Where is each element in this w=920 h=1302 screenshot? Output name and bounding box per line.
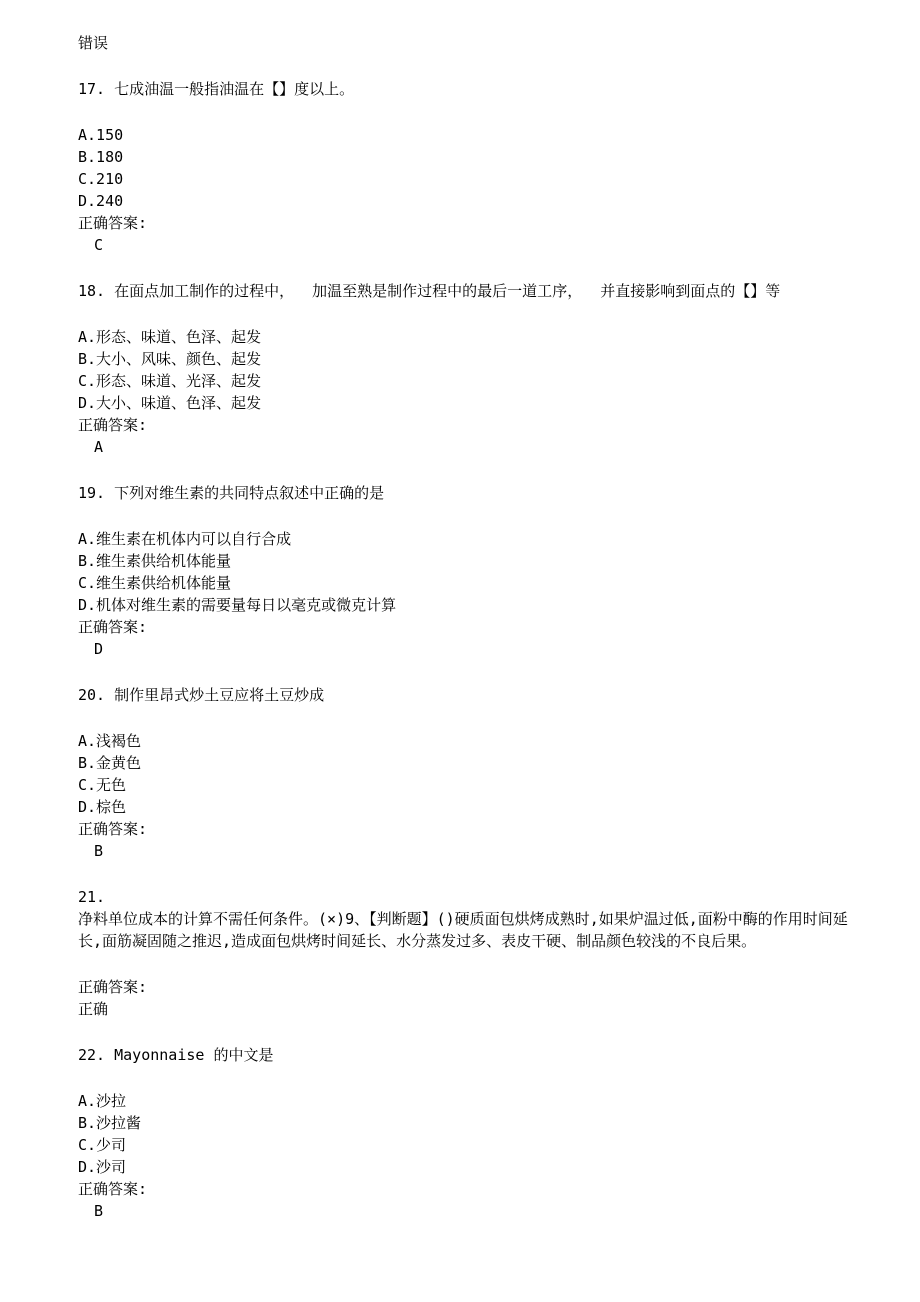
answer-value: A <box>94 438 104 456</box>
answer-label: 正确答案: <box>78 820 148 838</box>
option-c: C.210 <box>78 170 124 188</box>
question-stem: 18. 在面点加工制作的过程中， 加温至熟是制作过程中的最后一道工序， 并直接影响到面点的【】等 <box>78 282 781 300</box>
answer-label: 正确答案: <box>78 214 148 232</box>
question-stem: 22. Mayonnaise 的中文是 <box>78 1046 274 1064</box>
question-stem: 19. 下列对维生素的共同特点叙述中正确的是 <box>78 484 385 502</box>
option-d: D.240 <box>78 192 124 210</box>
answer-value: 正确 <box>78 1000 109 1018</box>
option-b: B.180 <box>78 148 124 166</box>
option-d: D.大小、味道、色泽、起发 <box>78 394 262 412</box>
option-c: C.无色 <box>78 776 127 794</box>
question-22 <box>78 1044 848 1222</box>
option-d: D.机体对维生素的需要量每日以毫克或微克计算 <box>78 596 397 614</box>
option-a: A.150 <box>78 126 124 144</box>
option-a: A.维生素在机体内可以自行合成 <box>78 530 292 548</box>
question-19 <box>78 482 848 660</box>
question-17 <box>78 78 848 256</box>
option-b: B.沙拉酱 <box>78 1114 142 1132</box>
option-a: A.形态、味道、色泽、起发 <box>78 328 262 346</box>
question-body: 净料单位成本的计算不需任何条件。(×)9、【判断题】()硬质面包烘烤成熟时,如果炉温过低,面粉中酶的作用时间延长,面筋凝固随之推迟,造成面包烘烤时间延长、水分蒸发过多、表皮干硬、制品颜色较浅的不良后果。 <box>78 910 848 950</box>
option-b: B.维生素供给机体能量 <box>78 552 232 570</box>
question-21 <box>78 886 848 1020</box>
answer-value: C <box>94 236 104 254</box>
answer-label: 正确答案: <box>78 1180 148 1198</box>
option-a: A.浅褐色 <box>78 732 142 750</box>
question-number: 21. <box>78 888 106 906</box>
document-page <box>78 32 848 1222</box>
option-c: C.形态、味道、光泽、起发 <box>78 372 262 390</box>
option-a: A.沙拉 <box>78 1092 127 1110</box>
answer-label: 正确答案: <box>78 618 148 636</box>
question-18 <box>78 280 848 458</box>
option-c: C.维生素供给机体能量 <box>78 574 232 592</box>
option-b: B.大小、风味、颜色、起发 <box>78 350 262 368</box>
answer-value: B <box>94 842 104 860</box>
question-20 <box>78 684 848 862</box>
option-c: C.少司 <box>78 1136 127 1154</box>
option-b: B.金黄色 <box>78 754 142 772</box>
question-stem: 17. 七成油温一般指油温在【】度以上。 <box>78 80 355 98</box>
option-d: D.棕色 <box>78 798 127 816</box>
previous-answer: 错误 <box>78 34 109 52</box>
answer-label: 正确答案: <box>78 978 148 996</box>
answer-value: B <box>94 1202 104 1220</box>
answer-label: 正确答案: <box>78 416 148 434</box>
option-d: D.沙司 <box>78 1158 127 1176</box>
answer-value: D <box>94 640 104 658</box>
question-stem: 20. 制作里昂式炒土豆应将土豆炒成 <box>78 686 325 704</box>
